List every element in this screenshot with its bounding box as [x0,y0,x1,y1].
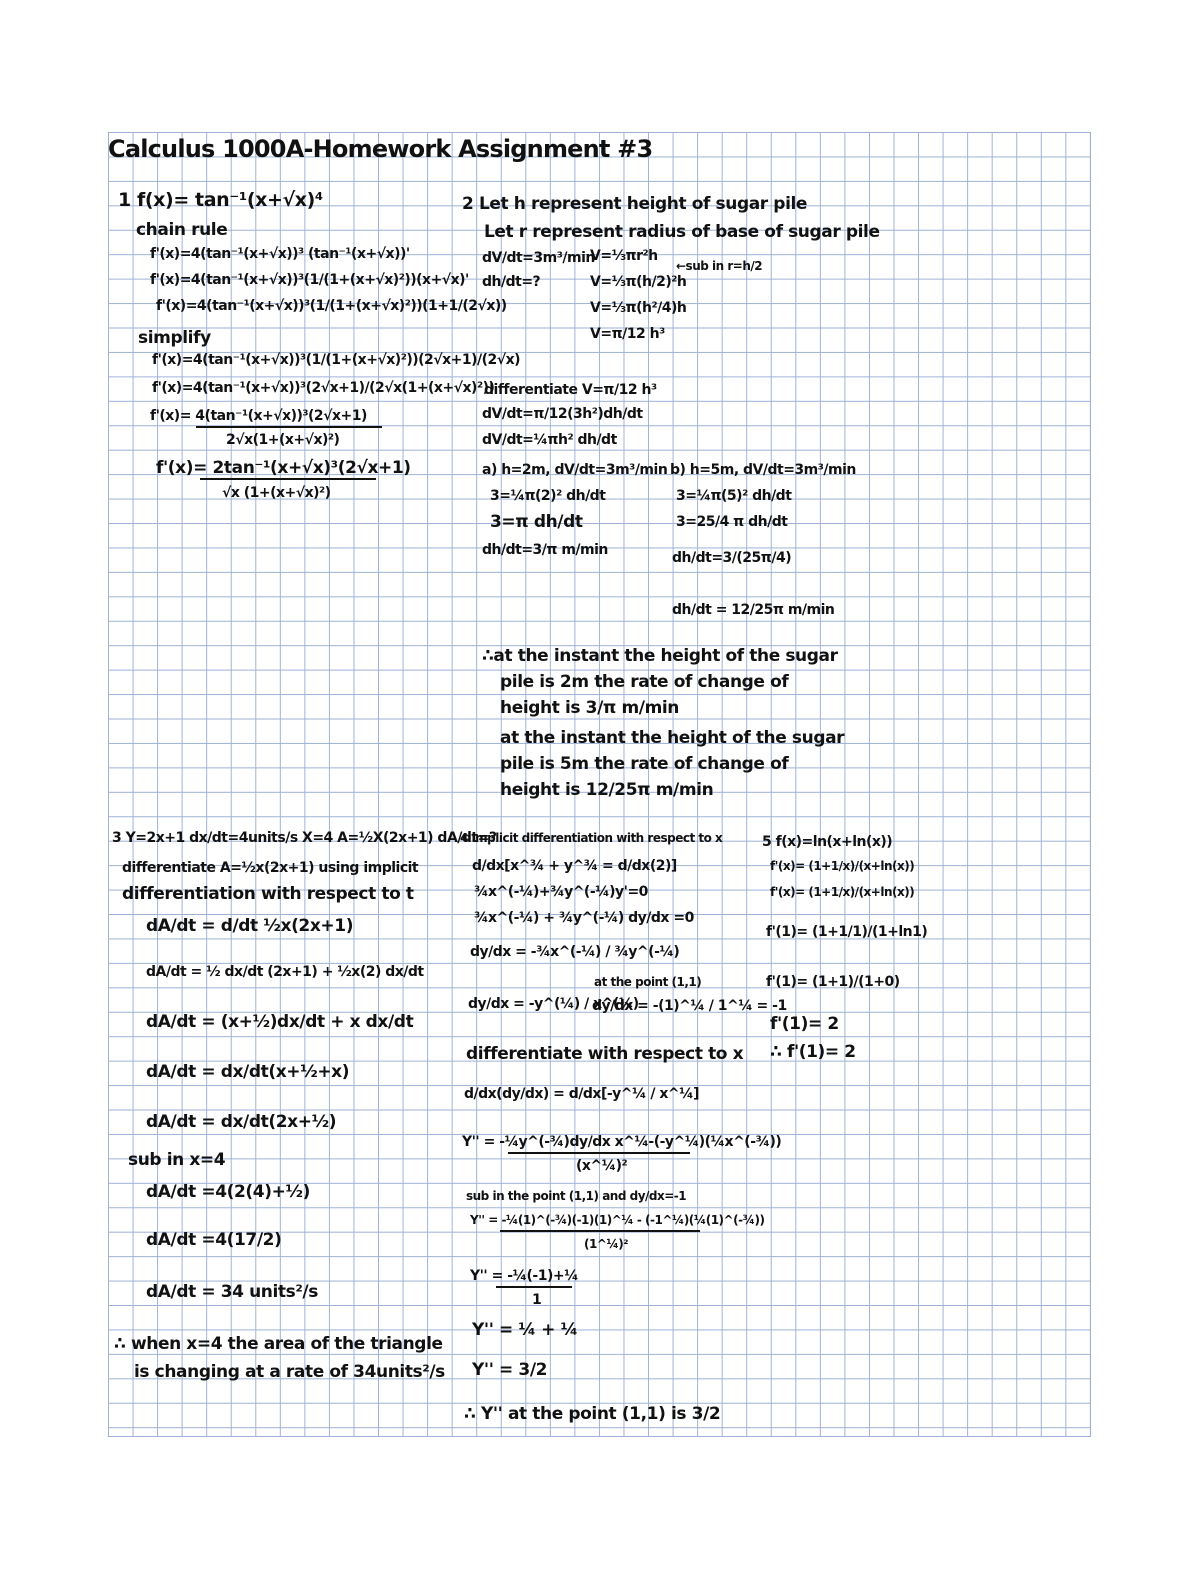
q1-line: f'(x)=4(tan⁻¹(x+√x))³ (tan⁻¹(x+√x))' [150,246,410,262]
q3-line: dA/dt =4(2(4)+½) [146,1182,310,1202]
q4-line: Y'' = 3/2 [472,1360,548,1380]
q5-line: f'(x)= (1+1/x)/(x+ln(x)) [770,885,915,899]
q2-line: Let r represent radius of base of sugar pile [484,222,880,242]
q2-line: 3=25/4 π dh/dt [676,514,788,530]
q3-line: dA/dt =4(17/2) [146,1230,282,1250]
q2-line: height is 3/π m/min [500,698,680,718]
q5-line: f'(1)= (1+1/1)/(1+ln1) [766,924,928,940]
fraction-bar [500,1230,700,1232]
q2-line: ∴at the instant the height of the sugar [482,646,838,666]
q2-line: pile is 2m the rate of change of [500,672,789,692]
q3-line: dA/dt = (x+½)dx/dt + x dx/dt [146,1012,414,1032]
q4-line: d/dx(dy/dx) = d/dx[-y^¼ / x^¼] [464,1086,700,1102]
q2-line: a) h=2m, dV/dt=3m³/min [482,462,668,478]
q1-line: f'(x)=4(tan⁻¹(x+√x))³(1/(1+(x+√x)²))(1+1/(2√x)) [156,298,507,314]
q2-line: dV/dt=3m³/min [482,250,595,266]
q5-line: ∴ f'(1)= 2 [770,1042,856,1062]
fraction-bar [508,1152,690,1154]
q2-line: dV/dt=¼πh² dh/dt [482,432,617,448]
q4-line: ¾x^(-¼) + ¾y^(-¼) dy/dx =0 [474,910,694,926]
q4-denominator: 1 [532,1292,542,1308]
q3-line: differentiate A=½x(2x+1) using implicit [122,860,419,876]
q4-numerator: Y'' = -¼(1)^(-¾)(-1)(1)^¼ - (-1^¼)(¼(1)^(-¾)) [470,1213,765,1227]
q4-line: differentiate with respect to x [466,1044,744,1064]
q1-line: chain rule [136,220,228,240]
q4-line: dy/dx = -(1)^¼ / 1^¼ = -1 [592,998,787,1014]
q5-line: f'(1)= (1+1)/(1+0) [766,974,900,990]
q4-denominator: (x^¼)² [576,1158,628,1174]
q1-denominator: 2√x(1+(x+√x)²) [226,432,340,448]
q3-line: ∴ when x=4 the area of the triangle [114,1334,443,1354]
q1-line: f'(x)=4(tan⁻¹(x+√x))³(1/(1+(x+√x)²))(x+√x)' [150,272,469,288]
q2-line: V=⅓π(h/2)²h [590,274,687,290]
fraction-bar [196,426,382,428]
q2-line: differentiate V=π/12 h³ [484,382,657,398]
q2-line: 3=¼π(5)² dh/dt [676,488,792,504]
q2-line: V=⅓πr²h [590,248,658,264]
q4-numerator: Y'' = -¼(-1)+¼ [470,1268,579,1284]
q2-line: b) h=5m, dV/dt=3m³/min [670,462,856,478]
q5-line: 5 f(x)=ln(x+ln(x)) [762,834,893,850]
q2-line: V=π/12 h³ [590,326,665,342]
q3-line: dA/dt = d/dt ½x(2x+1) [146,916,354,936]
q4-line: dy/dx = -¾x^(-¼) / ¾y^(-¼) [470,944,680,960]
q2-line: pile is 5m the rate of change of [500,754,789,774]
q3-line: dA/dt = ½ dx/dt (2x+1) + ½x(2) dx/dt [146,964,424,980]
q5-line: f'(x)= (1+1/x)/(x+ln(x)) [770,859,915,873]
q2-line: dh/dt=3/(25π/4) [672,550,792,566]
q2-line: 3=π dh/dt [490,512,583,532]
q3-line: dA/dt = dx/dt(2x+½) [146,1112,337,1132]
q2-line: dV/dt=π/12(3h²)dh/dt [482,406,643,422]
q3-line: sub in x=4 [128,1150,226,1170]
q4-numerator: Y'' = -¼y^(-¾)dy/dx x^¼-(-y^¼)(¼x^(-¾)) [462,1134,782,1150]
q2-line: V=⅓π(h²/4)h [590,300,687,316]
q5-line: f'(1)= 2 [770,1014,839,1034]
q1-denominator: √x (1+(x+√x)²) [222,485,331,501]
q2-line: 3=¼π(2)² dh/dt [490,488,606,504]
q2-line: dh/dt=3/π m/min [482,542,608,558]
q2-line: dh/dt = 12/25π m/min [672,602,835,618]
q4-line: d/dx[x^¾ + y^¾ = d/dx(2)] [472,858,677,874]
q4-denominator: (1^¼)² [584,1237,629,1251]
q2-line: ←sub in r=h/2 [676,259,763,273]
q4-line: at the point (1,1) [594,975,702,989]
q4-line: dy/dx = -y^(¼) / x^(¼) [468,996,639,1012]
q1-line: 1 f(x)= tan⁻¹(x+√x)⁴ [118,189,323,211]
fraction-bar [496,1286,572,1288]
q4-line: Y'' = ¼ + ¼ [472,1320,578,1340]
q2-line: height is 12/25π m/min [500,780,714,800]
q4-line: 4 implicit differentiation with respect to x [460,831,723,845]
q3-line: dA/dt = 34 units²/s [146,1282,318,1302]
q1-line: f'(x)=4(tan⁻¹(x+√x))³(2√x+1)/(2√x(1+(x+√x)²)) [152,380,495,396]
q4-line: ∴ Y'' at the point (1,1) is 3/2 [464,1404,721,1424]
q1-numerator: f'(x)= 4(tan⁻¹(x+√x))³(2√x+1) [150,408,367,424]
q2-line: at the instant the height of the sugar [500,728,845,748]
q1-line: f'(x)=4(tan⁻¹(x+√x))³(1/(1+(x+√x)²))(2√x+1)/(2√x) [152,352,521,368]
q2-line: 2 Let h represent height of sugar pile [462,194,808,214]
q4-line: sub in the point (1,1) and dy/dx=-1 [466,1189,687,1203]
fraction-bar [200,478,376,480]
q2-line: dh/dt=? [482,274,541,290]
q4-line: ¾x^(-¼)+¾y^(-¼)y'=0 [474,884,648,900]
q3-line: dA/dt = dx/dt(x+½+x) [146,1062,350,1082]
q1-line: simplify [138,328,211,348]
q1-numerator: f'(x)= 2tan⁻¹(x+√x)³(2√x+1) [156,458,411,478]
q3-line: differentiation with respect to t [122,884,414,904]
q3-line: 3 Y=2x+1 dx/dt=4units/s X=4 A=½X(2x+1) dA/dt=? [112,830,497,846]
page-title: Calculus 1000A-Homework Assignment #3 [108,135,653,163]
q3-line: is changing at a rate of 34units²/s [134,1362,445,1382]
